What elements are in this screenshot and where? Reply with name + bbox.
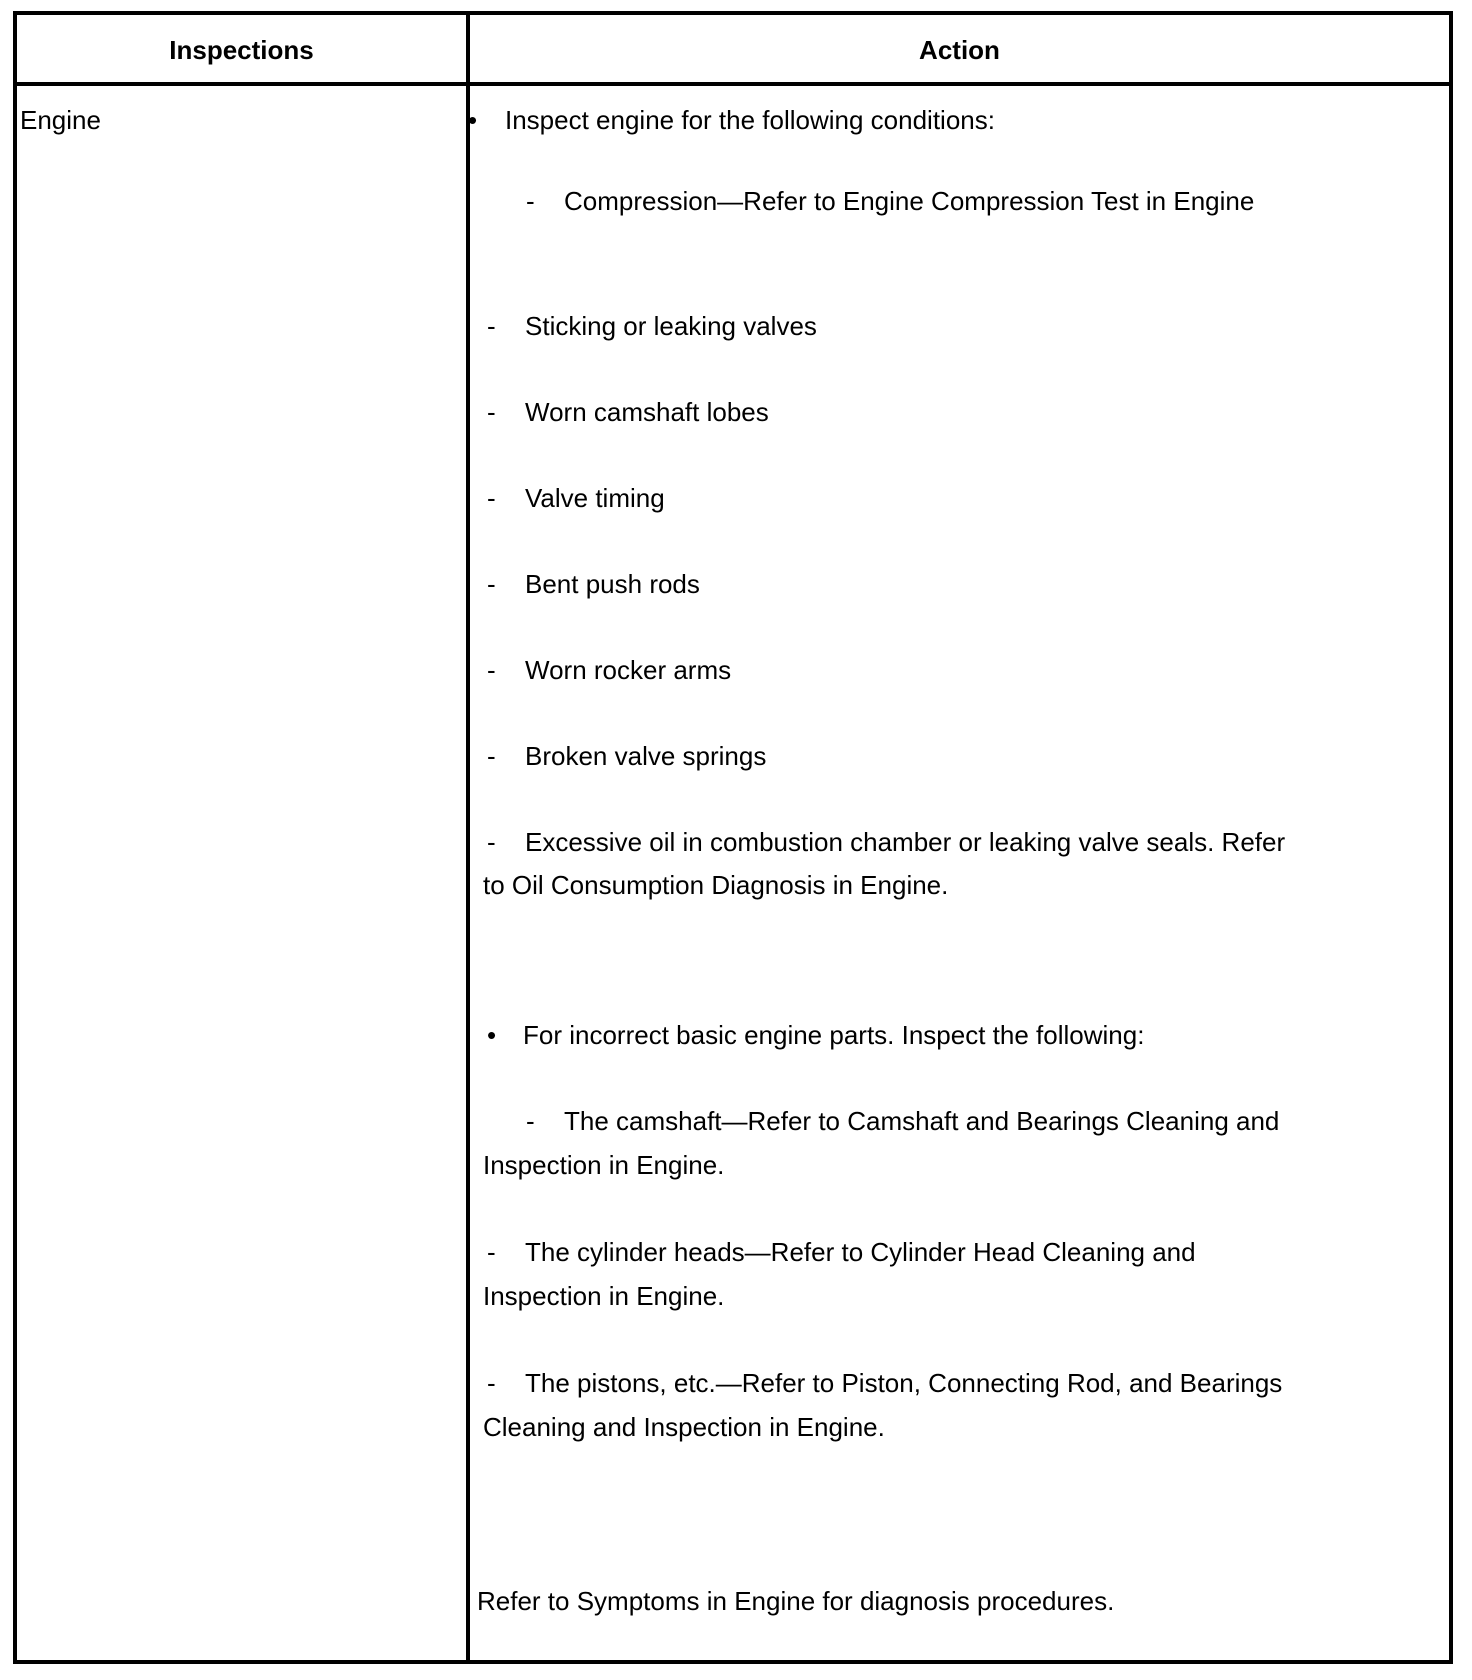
bullet-1-text: Inspect engine for the following conditions: (505, 105, 995, 135)
list-item-text: Worn rocker arms (525, 655, 732, 685)
list-item-text: The camshaft—Refer to Camshaft and Bearings Cleaning and (564, 1106, 1280, 1136)
dash-marker: - (487, 397, 496, 427)
dash-marker: - (487, 311, 496, 341)
list-item (487, 1368, 1283, 1398)
list-item-continuation: Inspection in Engine. (483, 1281, 725, 1311)
list-item-text: Worn camshaft lobes (525, 397, 769, 427)
list-item (487, 827, 1286, 857)
header-action: Action (919, 35, 1000, 65)
bullet-marker: • (487, 1020, 497, 1050)
bullet-marker: • (468, 105, 478, 135)
header-divider (17, 82, 1449, 86)
dash-marker: - (487, 483, 496, 513)
list-item (487, 741, 767, 771)
list-item-text: Valve timing (525, 483, 665, 513)
list-item (526, 1106, 1280, 1136)
column-divider (466, 15, 470, 1660)
bullet-1 (468, 105, 995, 135)
list-item (487, 569, 700, 599)
list-item-text: The pistons, etc.—Refer to Piston, Connecting Rod, and Bearings (525, 1368, 1283, 1398)
bullet-2-text: For incorrect basic engine parts. Inspect the following: (523, 1020, 1145, 1050)
dash-marker: - (487, 569, 496, 599)
dash-marker: - (487, 1237, 496, 1267)
footer-note: Refer to Symptoms in Engine for diagnosis procedures. (477, 1586, 1115, 1616)
list-item (487, 655, 732, 685)
list-item-text: The cylinder heads—Refer to Cylinder Head Cleaning and (525, 1237, 1196, 1267)
list-item-continuation: Cleaning and Inspection in Engine. (483, 1412, 885, 1442)
inspection-table (13, 11, 1453, 1664)
cell-inspection-engine: Engine (20, 105, 101, 135)
list-item (526, 186, 1255, 216)
dash-marker: - (487, 741, 496, 771)
list-item-continuation: to Oil Consumption Diagnosis in Engine. (483, 870, 949, 900)
list-item (487, 483, 665, 513)
list-item (487, 397, 769, 427)
list-item-text: Sticking or leaking valves (525, 311, 817, 341)
list-item-text: Compression—Refer to Engine Compression Test in Engine (564, 186, 1255, 216)
bullet-2 (487, 1020, 1145, 1050)
list-item (487, 1237, 1196, 1267)
list-item-continuation: Inspection in Engine. (483, 1150, 725, 1180)
dash-marker: - (487, 827, 496, 857)
list-item-text: Bent push rods (525, 569, 700, 599)
dash-marker: - (487, 655, 496, 685)
dash-marker: - (526, 186, 535, 216)
dash-marker: - (526, 1106, 535, 1136)
list-item-text: Excessive oil in combustion chamber or leaking valve seals. Refer (525, 827, 1286, 857)
dash-marker: - (487, 1368, 496, 1398)
header-inspections: Inspections (169, 35, 314, 65)
list-item (487, 311, 817, 341)
list-item-text: Broken valve springs (525, 741, 767, 771)
